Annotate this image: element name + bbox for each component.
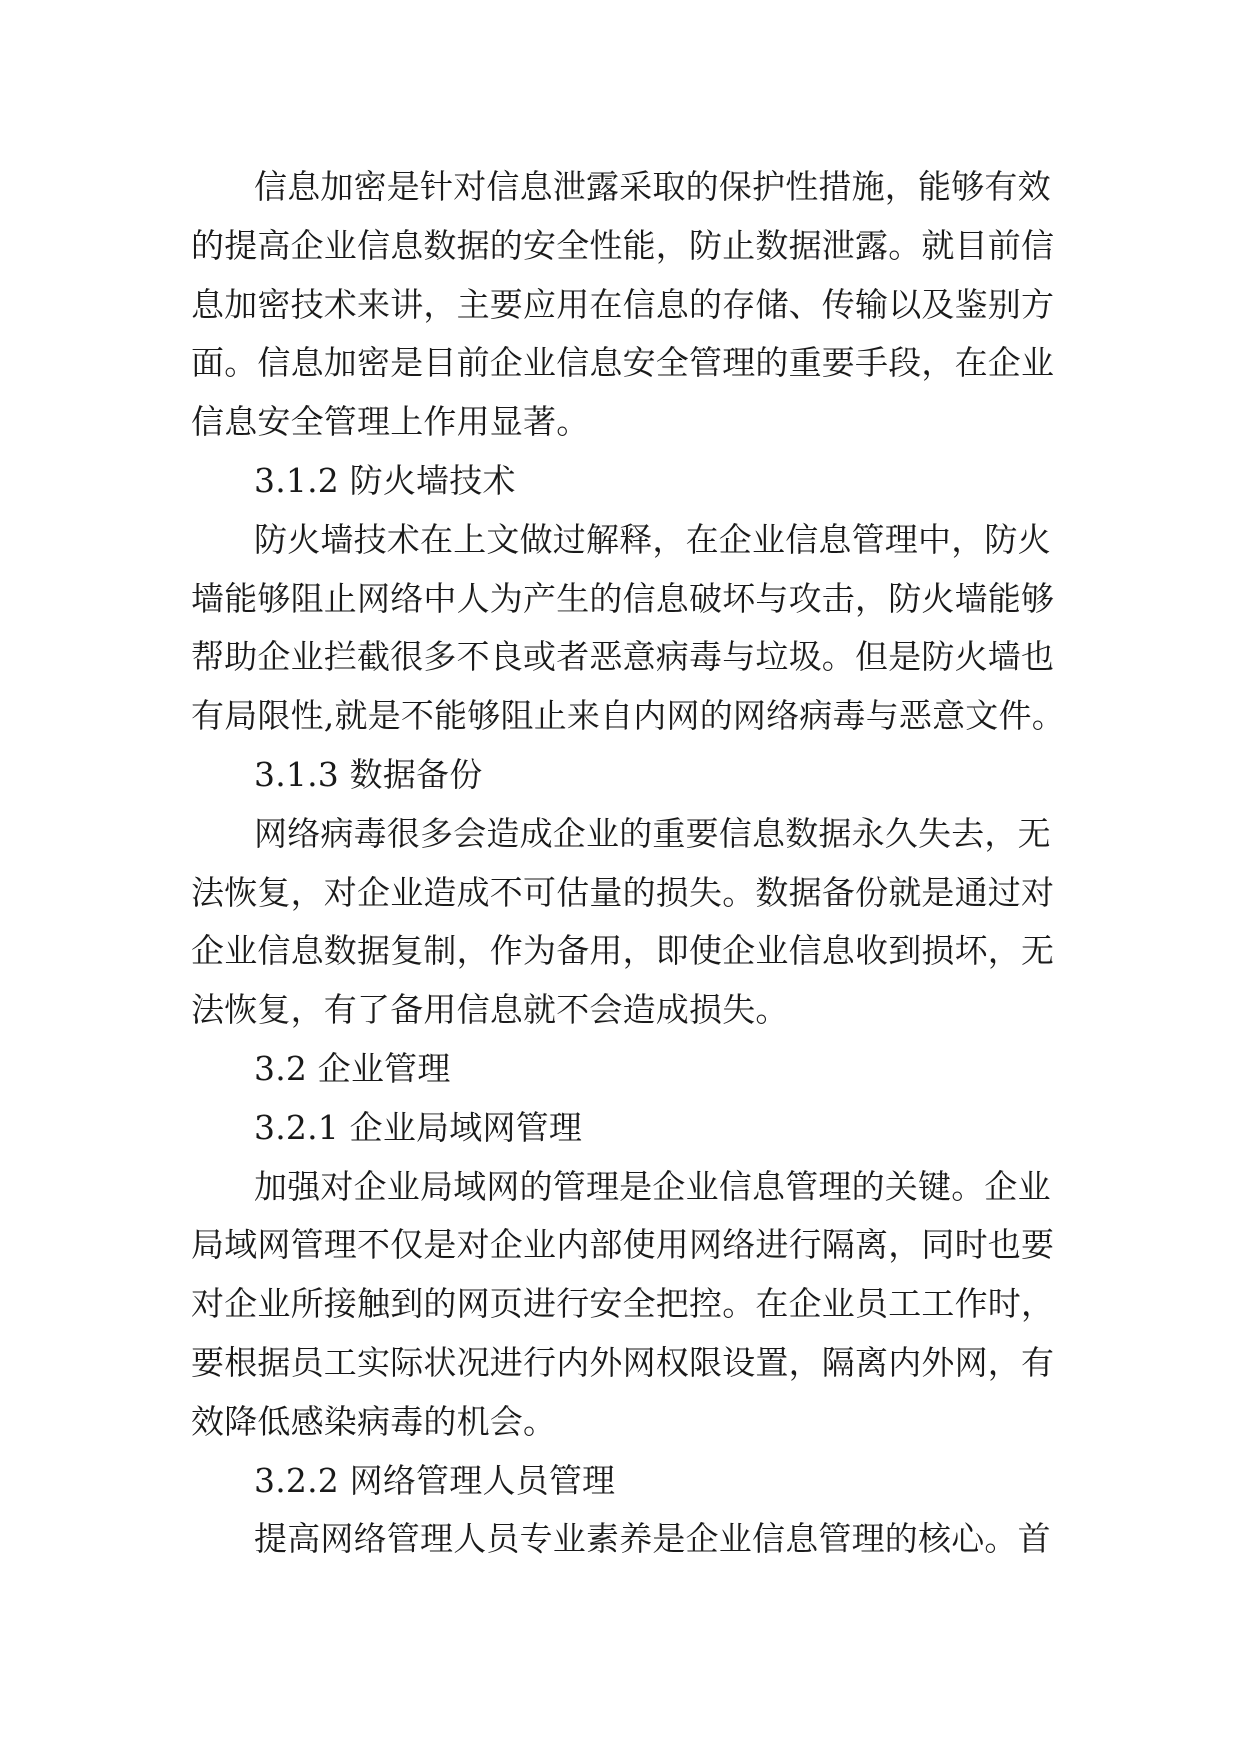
paragraph-line: [0, 1275, 1241, 1333]
line-text: 加强对企业局域网的管理是企业信息管理的关键。企业: [254, 1167, 1051, 1206]
line-text: 息加密技术来讲，主要应用在信息的存储、传输以及鉴别方: [191, 285, 1055, 324]
heading-text: 3.1.3 数据备份: [254, 755, 483, 794]
paragraph-line: [0, 864, 1241, 922]
line-text: 面。信息加密是目前企业信息安全管理的重要手段，在企业: [191, 343, 1055, 382]
line-text: 信息加密是针对信息泄露采取的保护性措施，能够有效: [254, 167, 1051, 206]
paragraph-line: [0, 570, 1241, 628]
paragraph-line: [0, 805, 1241, 863]
paragraph-line: [0, 334, 1241, 392]
heading-text: 3.2.1 企业局域网管理: [254, 1108, 583, 1147]
paragraph-line: [0, 276, 1241, 334]
paragraph-line: [0, 1158, 1241, 1216]
line-text: 企业信息数据复制，作为备用，即使企业信息收到损坏，无: [191, 931, 1055, 970]
line-text: 对企业所接触到的网页进行安全把控。在企业员工工作时，: [191, 1284, 1055, 1323]
paragraph-line: [0, 217, 1241, 275]
line-text: 帮助企业拦截很多不良或者恶意病毒与垃圾。但是防火墙也: [191, 637, 1055, 676]
paragraph-line: [0, 628, 1241, 686]
heading-text: 3.2 企业管理: [254, 1049, 451, 1088]
section-heading-3-2: [0, 1040, 1241, 1098]
paragraph-line: [0, 158, 1241, 216]
line-text: 法恢复，对企业造成不可估量的损失。数据备份就是通过对: [191, 873, 1055, 912]
section-heading-3-1-3: [0, 746, 1241, 804]
section-heading-3-2-2: [0, 1452, 1241, 1510]
section-heading-3-1-2: [0, 452, 1241, 510]
paragraph-line: [0, 922, 1241, 980]
heading-text: 3.2.2 网络管理人员管理: [254, 1461, 616, 1500]
paragraph-line: [0, 1334, 1241, 1392]
line-text: 提高网络管理人员专业素养是企业信息管理的核心。首: [254, 1519, 1051, 1558]
paragraph-line: [0, 393, 1241, 451]
line-text: 网络病毒很多会造成企业的重要信息数据永久失去，无: [254, 814, 1051, 853]
line-text: 要根据员工实际状况进行内外网权限设置，隔离内外网，有: [191, 1343, 1055, 1382]
line-text: 法恢复，有了备用信息就不会造成损失。: [191, 990, 789, 1029]
line-text: 局域网管理不仅是对企业内部使用网络进行隔离，同时也要: [191, 1225, 1055, 1264]
line-text: 墙能够阻止网络中人为产生的信息破坏与攻击，防火墙能够: [191, 579, 1055, 618]
line-text: 有局限性,就是不能够阻止来自内网的网络病毒与恶意文件。: [191, 696, 1065, 735]
line-text: 防火墙技术在上文做过解释，在企业信息管理中，防火: [254, 520, 1051, 559]
paragraph-line: [0, 1510, 1241, 1568]
heading-text: 3.1.2 防火墙技术: [254, 461, 516, 500]
paragraph-line: [0, 687, 1241, 745]
line-text: 的提高企业信息数据的安全性能，防止数据泄露。就目前信: [191, 226, 1055, 265]
line-text: 效降低感染病毒的机会。: [191, 1402, 557, 1441]
line-text: 信息安全管理上作用显著。: [191, 402, 590, 441]
paragraph-line: [0, 1216, 1241, 1274]
paragraph-line: [0, 511, 1241, 569]
section-heading-3-2-1: [0, 1099, 1241, 1157]
paragraph-line: [0, 981, 1241, 1039]
paragraph-line: [0, 1393, 1241, 1451]
